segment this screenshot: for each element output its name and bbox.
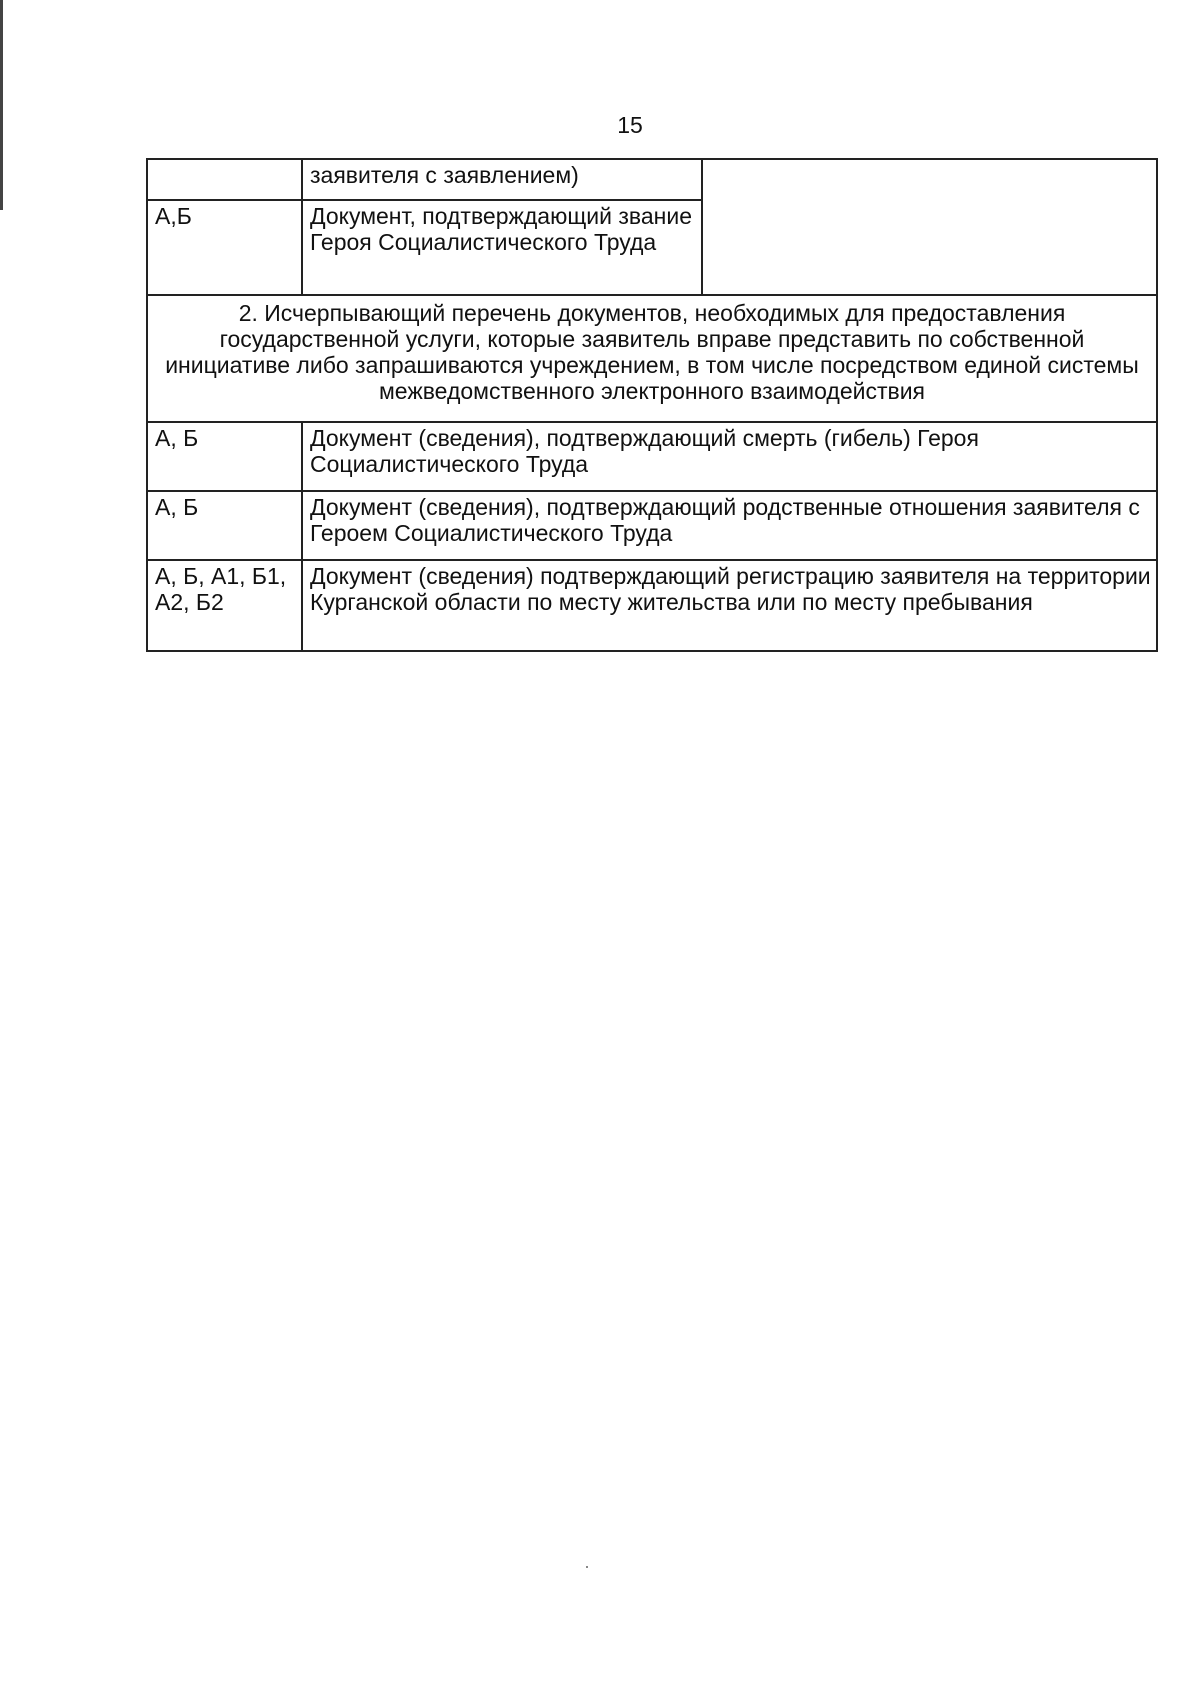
table-row [147, 422, 1157, 491]
row-document-cell: Документ, подтверждающий звание Героя Социалистического Труда [302, 200, 702, 295]
row-document-cell: заявителя с заявлением) [302, 159, 702, 200]
documents-table [146, 158, 1158, 652]
row-code-cell: А, Б, А1, Б1, А2, Б2 [147, 560, 302, 651]
row-document-cell: Документ (сведения), подтверждающий родственные отношения заявителя с Героем Социалистического Труда [302, 491, 1157, 560]
row-document-cell: Документ (сведения), подтверждающий смерть (гибель) Героя Социалистического Труда [302, 422, 1157, 491]
table-row [147, 491, 1157, 560]
row-code-cell: А,Б [147, 200, 302, 295]
page-number: 15 [617, 112, 643, 138]
empty-notes-cell [702, 159, 1157, 295]
row-code-cell [147, 159, 302, 200]
section-heading-row [147, 295, 1157, 422]
row-code-cell: А, Б [147, 422, 302, 491]
row-code-cell: А, Б [147, 491, 302, 560]
section-heading: 2. Исчерпывающий перечень документов, необходимых для предоставления государственной услуги, которые заявитель вправе представить по собственной инициативе либо запрашиваются учреждением, в том числе посредством единой системы межведомственного электронного взаимодействия [147, 295, 1157, 422]
scan-edge-mark [0, 0, 3, 210]
row-document-cell: Документ (сведения) подтверждающий регистрацию заявителя на территории Курганской области по месту жительства или по месту пребывания [302, 560, 1157, 651]
table-row [147, 159, 1157, 200]
scan-speck [586, 1566, 588, 1568]
table-row [147, 560, 1157, 651]
